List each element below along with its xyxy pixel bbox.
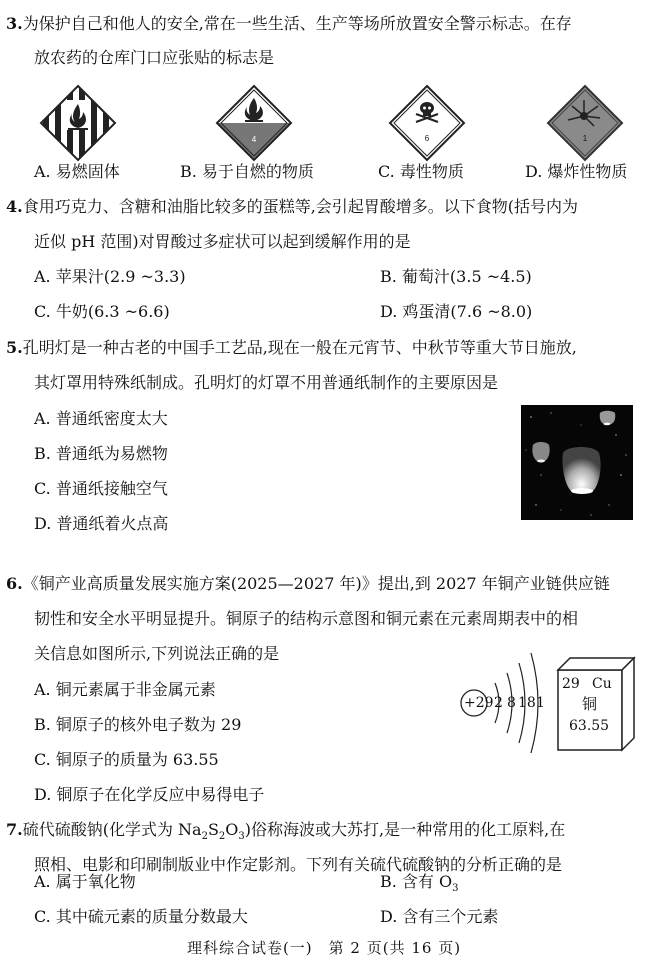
toxic-substance-sign [388,84,466,162]
q7-stem-line1 [6,820,565,847]
element-atomic-mass: 63.55 [569,718,610,734]
q7-option-b-text: B. 含有 O [380,872,453,891]
q5-stem-line2: 其灯罩用特殊纸制成。孔明灯的灯罩不用普通纸制作的主要原因是 [34,373,499,392]
q7-sub-s: 2 [218,831,226,843]
q6-option-b[interactable]: B. 铜原子的核外电子数为 29 [34,715,242,734]
q3-stem-line2: 放农药的仓库门口应张贴的标志是 [34,48,275,67]
q4-stem-line1 [6,197,578,217]
flammable-solid-sign [39,84,117,162]
q7-sub-na: 2 [201,831,208,843]
atom-shell-3: 18 [518,695,536,711]
q3-number: 3. [6,14,23,33]
page-footer: 理科综合试卷(一) 第 2 页(共 16 页) [186,939,462,957]
q7-stem-text-c: O [225,820,239,839]
q5-option-c[interactable]: C. 普通纸接触空气 [34,479,168,498]
q6-stem-line1 [6,574,610,594]
q6-stem-line3: 关信息如图所示,下列说法正确的是 [34,644,280,663]
element-atomic-number: 29 [562,676,580,692]
atom-shell-4: 1 [536,695,545,711]
q7-stem-text-d: )俗称海波或大苏打,是一种常用的化工原料,在 [244,820,566,839]
q7-option-a[interactable]: A. 属于氧化物 [34,872,136,891]
q3-option-b[interactable]: B. 易于自燃的物质 [180,162,314,181]
q4-option-a[interactable]: A. 苹果汁(2.9 ~3.3) [34,267,186,286]
q6-option-c[interactable]: C. 铜原子的质量为 63.55 [34,750,219,769]
atom-shell-1: 2 [494,695,503,711]
q7-option-d[interactable]: D. 含有三个元素 [380,907,499,926]
q7-option-c[interactable]: C. 其中硫元素的质量分数最大 [34,907,248,926]
q3-option-a[interactable]: A. 易燃固体 [34,162,120,181]
q7-stem-text-a: 硫代硫酸钠(化学式为 Na [22,820,202,839]
sign-c-class-label: 6 [424,134,430,143]
q6-stem-text1: 《铜产业高质量发展实施方案(2025—2027 年)》提出,到 2027 年铜产业链供应链 [22,574,610,593]
q5-stem-text1: 孔明灯是一种古老的中国手工艺品,现在一般在元宵节、中秋节等重大节日施放, [22,338,577,357]
q6-number: 6. [6,574,23,593]
sky-lantern-icon [521,405,633,520]
q6-stem-line2: 韧性和安全水平明显提升。铜原子的结构示意图和铜元素在元素周期表中的相 [34,609,579,628]
q4-option-c[interactable]: C. 牛奶(6.3 ~6.6) [34,302,170,321]
q5-option-a[interactable]: A. 普通纸密度太大 [34,409,168,428]
q3-option-c[interactable]: C. 毒性物质 [378,162,464,181]
q4-stem-text1: 食用巧克力、含糖和油脂比较多的蛋糕等,会引起胃酸增多。以下食物(括号内为 [22,197,579,216]
q4-stem-line2: 近似 pH 范围)对胃酸过多症状可以起到缓解作用的是 [34,232,411,251]
element-symbol: Cu [592,676,612,692]
q4-option-b[interactable]: B. 葡萄汁(3.5 ~4.5) [380,267,532,286]
q7-option-b-sub: 3 [452,883,459,895]
explosive-sign [546,84,624,162]
sign-b-class-label: 4 [251,135,257,144]
q4-number: 4. [6,197,23,216]
skull-crossbones-icon [388,84,466,162]
spontaneous-combustion-icon [215,84,293,162]
q5-option-d[interactable]: D. 普通纸着火点高 [34,514,169,533]
q7-stem-line2: 照相、电影和印刷制版业中作定影剂。下列有关硫代硫酸钠的分析正确的是 [34,855,563,874]
q7-sub-o: 3 [238,831,245,843]
spontaneous-combustion-sign [215,84,293,162]
copper-element-cell [556,656,636,752]
element-chinese-name: 铜 [582,695,598,713]
q7-option-b[interactable] [380,872,459,899]
atom-shell-2: 8 [507,695,516,711]
q5-option-b[interactable]: B. 普通纸为易燃物 [34,444,168,463]
q7-stem-text-b: S [207,820,219,839]
sign-d-class-label: 1 [582,134,588,143]
q5-stem-line1 [6,338,577,358]
q3-option-d[interactable]: D. 爆炸性物质 [525,162,628,181]
q6-option-d[interactable]: D. 铜原子在化学反应中易得电子 [34,785,265,804]
q3-stem-text1: 为保护自己和他人的安全,常在一些生活、生产等场所放置安全警示标志。在存 [22,14,572,33]
q5-number: 5. [6,338,23,357]
explosion-icon [546,84,624,162]
q3-stem-line1 [6,14,572,34]
q6-option-a[interactable]: A. 铜元素属于非金属元素 [34,680,216,699]
q4-option-d[interactable]: D. 鸡蛋清(7.6 ~8.0) [380,302,533,321]
atom-nucleus-charge: +29 [464,695,494,711]
sky-lantern-photo [521,405,633,520]
copper-atom-diagram [455,648,555,758]
flammable-solid-icon [39,84,117,162]
q7-number: 7. [6,820,23,839]
